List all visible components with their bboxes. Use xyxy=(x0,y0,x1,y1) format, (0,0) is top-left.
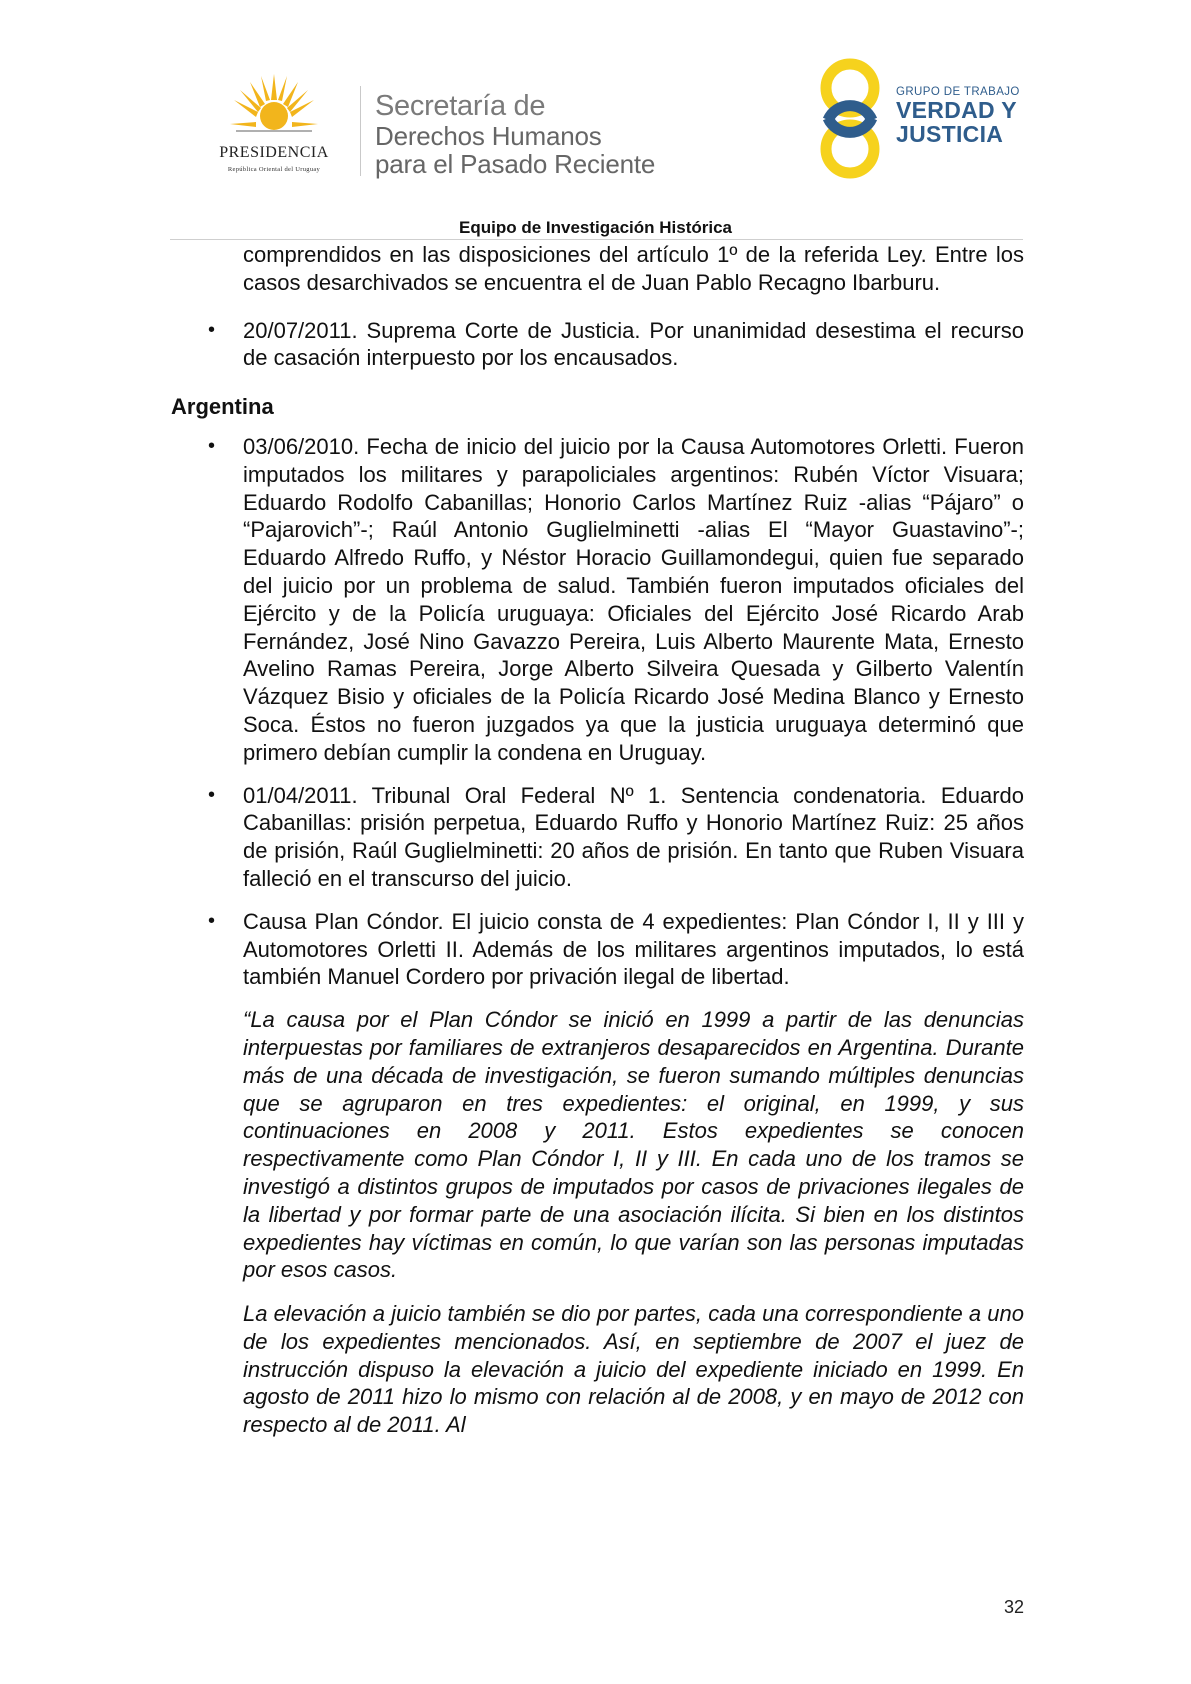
list-item-text: 01/04/2011. Tribunal Oral Federal Nº 1. Sentencia condenatoria. Eduardo Cabanillas: prisión perpetua, Eduardo Ruffo y Honorio Martínez Ruiz: 25 años de prisión, Raúl Guglielminetti: 20 años de prisión. En tanto que Ruben Visuara falleció en el transcurso del juicio. xyxy=(243,782,1024,891)
sun-icon xyxy=(230,72,318,138)
list-item xyxy=(171,433,1024,767)
grupo-line3: JUSTICIA xyxy=(896,121,1004,147)
secretaria-line2: Derechos Humanos xyxy=(375,121,602,151)
bullet-dot: • xyxy=(208,318,216,341)
secretaria-line3: para el Pasado Reciente xyxy=(375,149,656,179)
list-item xyxy=(171,782,1024,893)
list-item-text: 20/07/2011. Suprema Corte de Justicia. Por unanimidad desestima el recurso de casación interpuesto por los encausados. xyxy=(243,317,1024,371)
grupo-line1: GRUPO DE TRABAJO xyxy=(896,86,1020,98)
grupo-trabajo-text xyxy=(896,86,1020,146)
bullet-dot: • xyxy=(208,909,216,932)
presidencia-subtitle: República Oriental del Uruguay xyxy=(227,166,321,173)
list-item-text: 03/06/2010. Fecha de inicio del juicio por la Causa Automotores Orletti. Fueron imputados los militares y parapoliciales argentinos: Rubén Víctor Visuara; Eduardo Rodolfo Cabanillas; Honorio Carlos Martínez Ruiz -alias “Pájaro” o “Pajarovich”-; Raúl Antonio Guglielminetti -alias El “Mayor Guastavino”-; Eduardo Alfredo Ruffo, y Néstor Horacio Guillamondegui, quien fue separado del juicio por un problema de salud. También fueron imputados oficiales del Ejército y de la Policía uruguaya: Oficiales del Ejército José Ricardo Arab Fernández, José Nino Gavazzo Pereira, Luis Alberto Maurente Mata, Ernesto Avelino Ramas Pereira, Jorge Alberto Silveira Quesada y Gilberto Valentín Vázquez Bisio y oficiales de la Policía Ricardo José Medina Blanco y Ernesto Soca. Éstos no fueron juzgados ya que la justicia uruguaya determinó que primero debían cumplir la condena en Uruguay. xyxy=(243,433,1024,765)
quote-paragraph: “La causa por el Plan Cóndor se inició en 1999 a partir de las denuncias interpuestas por familiares de extranjeros desaparecidos en Argentina. Durante más de una década de investigación, se fueron sumando múltiples denuncias que se agruparon en tres expedientes: el original, en 1999, y sus continuaciones en 2008 y 2011. Estos expedientes se conocen respectivamente como Plan Cóndor I, II y III. En cada uno de los tramos se investigó a distintos grupos de imputados por casos de privaciones ilegales de la libertad y por formar parte de una asociación ilícita. Si bien en los distintos expedientes hay víctimas en común, lo que varían son las personas imputadas por esos casos. xyxy=(243,1007,1024,1283)
verdad-justicia-rings-icon xyxy=(820,58,880,180)
secretaria-line1: Secretaría de xyxy=(375,90,546,122)
header-rule xyxy=(170,239,1023,240)
list-item-text: Causa Plan Cóndor. El juicio consta de 4 expedientes: Plan Cóndor I, II y III y Automotores Orletti II. Además de los militares argentinos imputados, lo está también Manuel Cordero por privación ilegal de libertad. xyxy=(243,908,1024,990)
bullet-dot: • xyxy=(208,434,216,457)
secretaria-logo-text xyxy=(375,90,655,178)
page-header xyxy=(0,0,1191,250)
presidencia-name: PRESIDENCIA xyxy=(219,144,329,161)
team-title: Equipo de Investigación Histórica xyxy=(459,218,732,237)
page-body xyxy=(171,241,1024,1439)
grupo-line2: VERDAD Y xyxy=(896,97,1017,123)
quote-paragraph: La elevación a juicio también se dio por partes, cada una correspondiente a uno de los expedientes mencionados. Así, en septiembre de 2007 el juez de instrucción dispuso la elevación a juicio del expediente iniciado en 1999. En agosto de 2011 hizo lo mismo con relación al de 2008, y en mayo de 2012 con respecto al de 2011. Al xyxy=(243,1301,1024,1438)
logo-divider xyxy=(360,86,361,176)
list-item xyxy=(171,317,1024,373)
page-number: 32 xyxy=(1003,1597,1024,1617)
presidencia-logo xyxy=(196,72,352,182)
section-heading: Argentina xyxy=(171,394,274,420)
list-item xyxy=(171,908,1024,991)
bullet-dot: • xyxy=(208,783,216,806)
continuation-paragraph: comprendidos en las disposiciones del artículo 1º de la referida Ley. Entre los casos desarchivados se encuentra el de Juan Pablo Recagno Ibarburu. xyxy=(243,242,1024,295)
